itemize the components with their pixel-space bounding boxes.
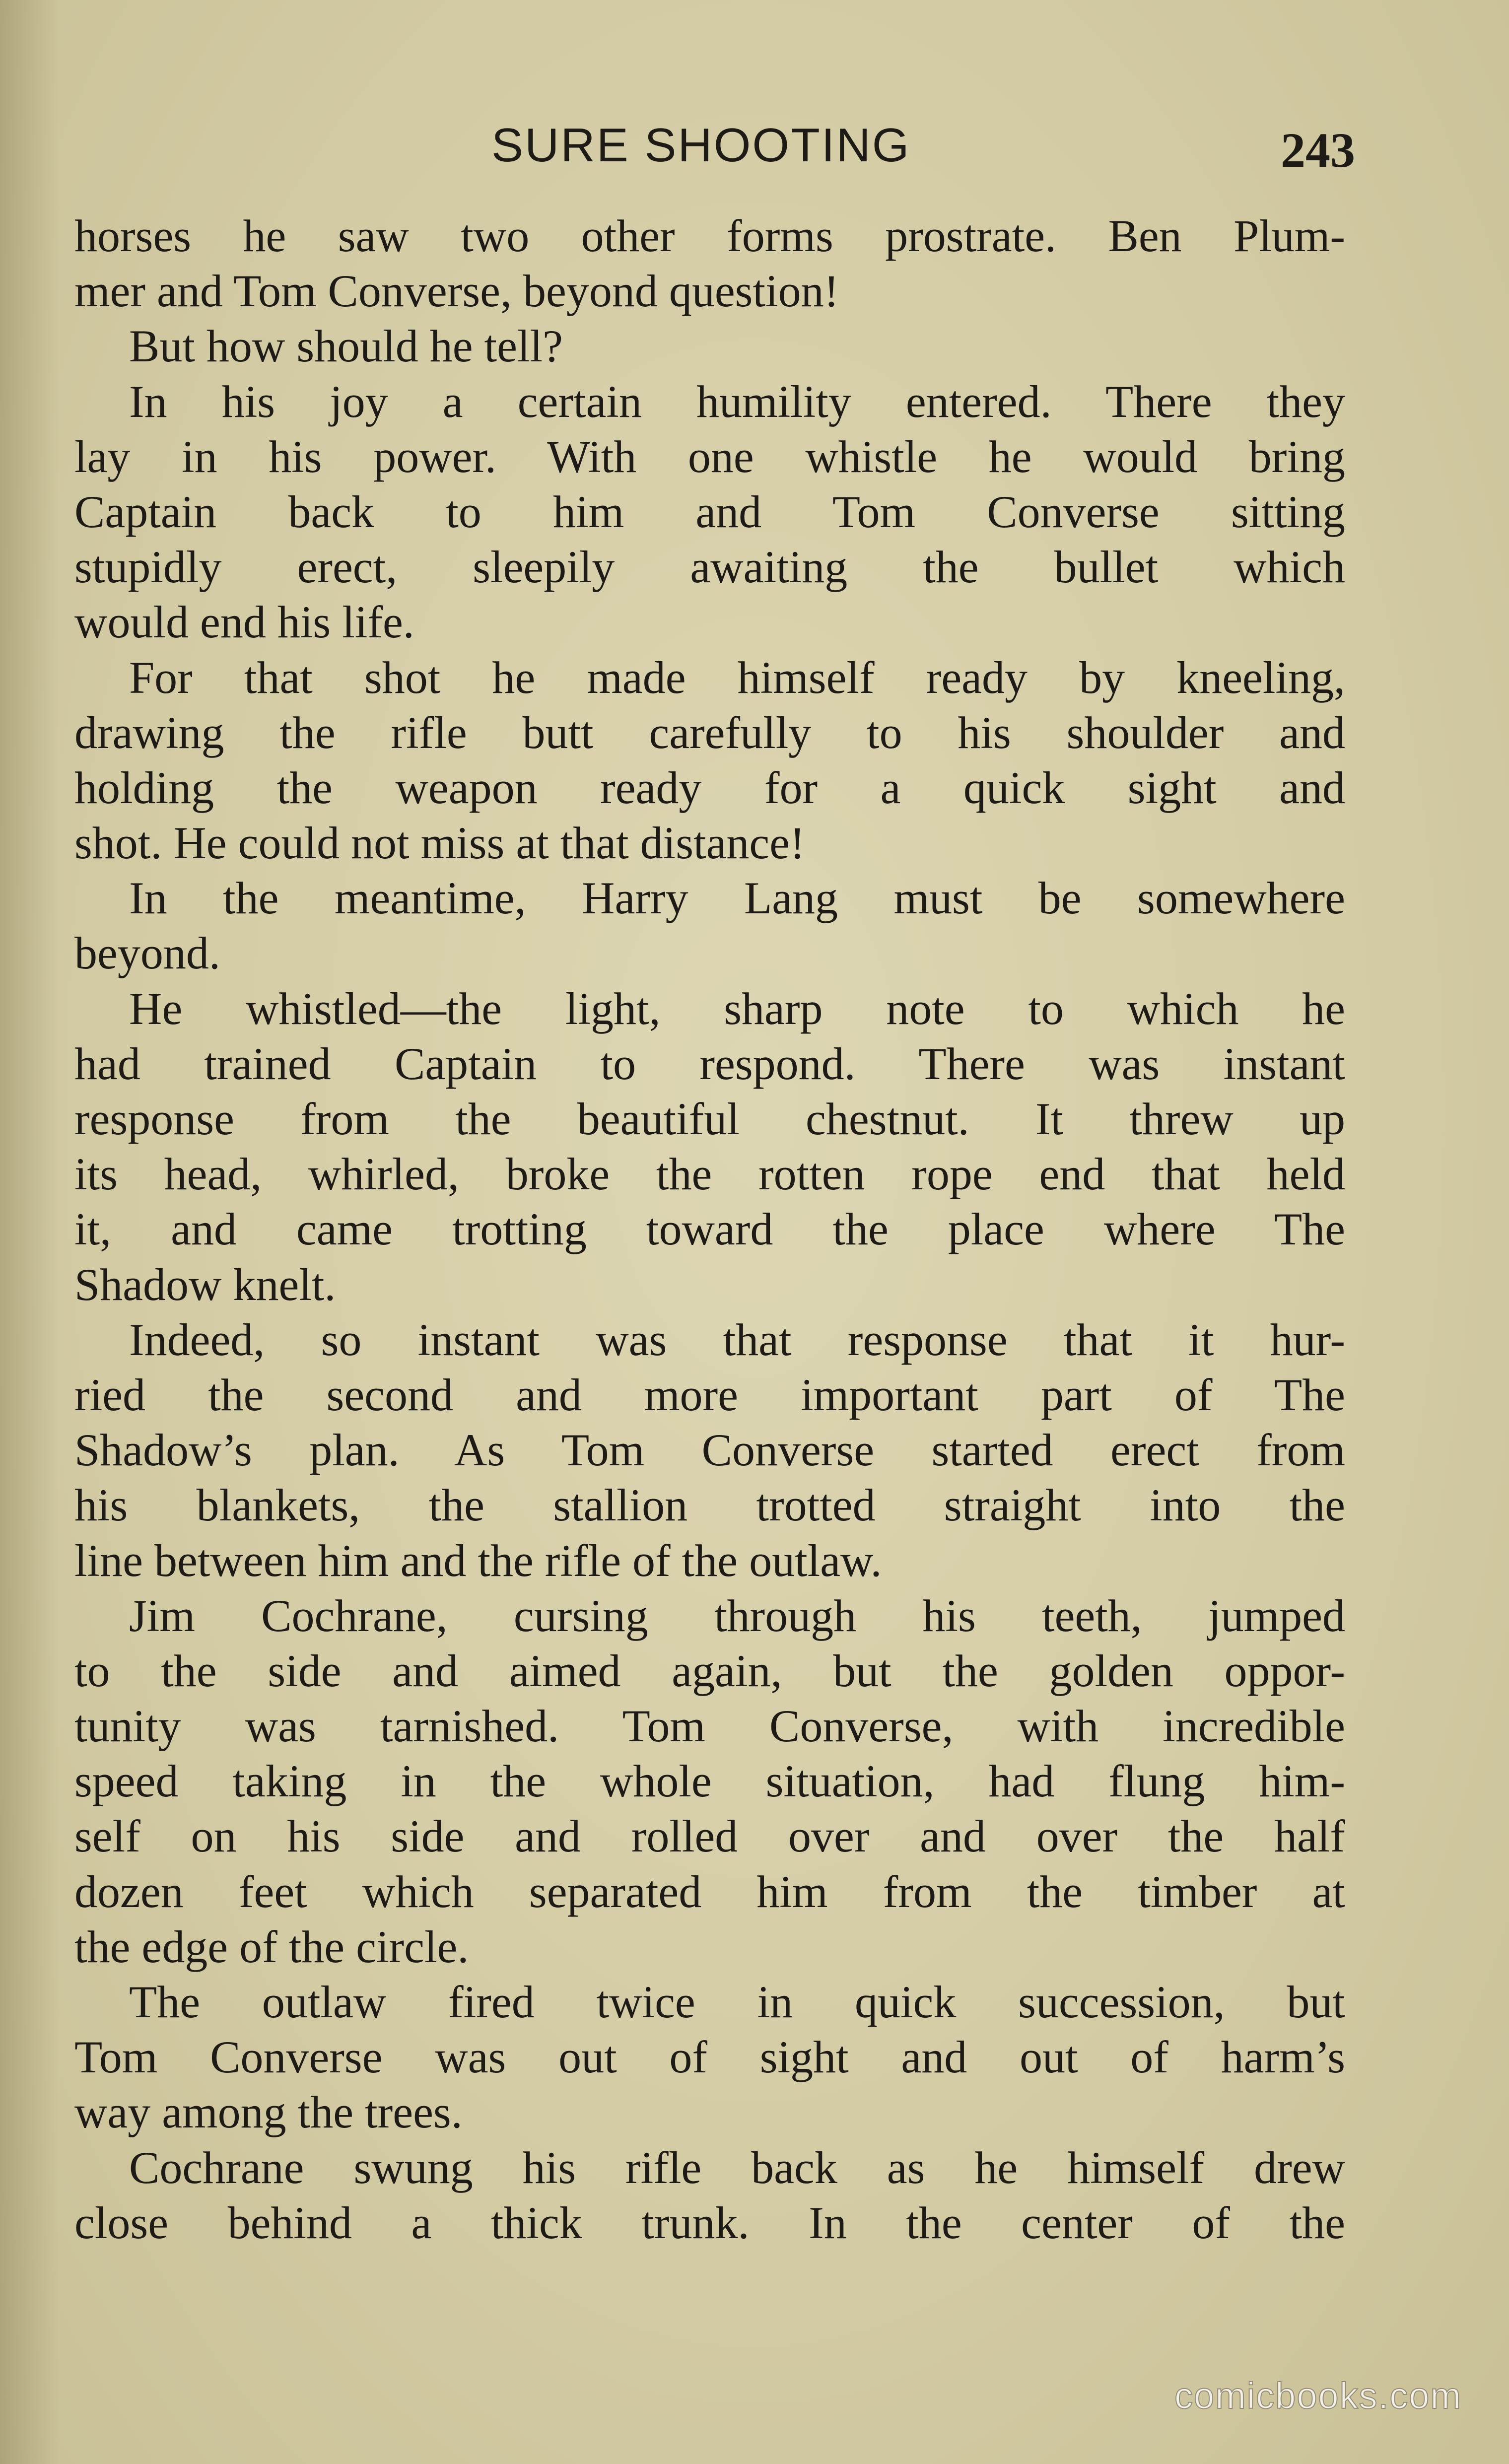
- text-line: drawing the rifle butt carefully to his shoulder and: [74, 707, 1345, 758]
- page-number: 243: [1281, 123, 1355, 178]
- text-line: to the side and aimed again, but the golden oppor-: [74, 1645, 1345, 1696]
- text-line: the edge of the circle.: [74, 1921, 469, 1972]
- text-line: close behind a thick trunk. In the center of the: [74, 2197, 1345, 2248]
- text-line: way among the trees.: [74, 2087, 463, 2138]
- text-line: speed taking in the whole situation, had flung him-: [74, 1756, 1345, 1807]
- text-line: Shadow’s plan. As Tom Converse started erect from: [74, 1425, 1345, 1476]
- text-line: Captain back to him and Tom Converse sitting: [74, 486, 1345, 537]
- text-line: self on his side and rolled over and over the half: [74, 1811, 1345, 1862]
- text-line: Jim Cochrane, cursing through his teeth, jumped: [129, 1590, 1345, 1641]
- text-line: stupidly erect, sleepily awaiting the bullet which: [74, 542, 1345, 593]
- text-line: He whistled—the light, sharp note to which he: [129, 983, 1345, 1034]
- text-line: response from the beautiful chestnut. It threw up: [74, 1094, 1345, 1144]
- text-line: shot. He could not miss at that distance!: [74, 818, 805, 869]
- text-line: The outlaw fired twice in quick succession, but: [129, 1977, 1345, 2027]
- text-line: line between him and the rifle of the outlaw.: [74, 1535, 882, 1586]
- text-line: mer and Tom Converse, beyond question!: [74, 266, 839, 317]
- text-line: Shadow knelt.: [74, 1259, 336, 1310]
- text-line: tunity was tarnished. Tom Converse, with incredible: [74, 1701, 1345, 1752]
- text-line: his blankets, the stallion trotted straight into the: [74, 1480, 1345, 1531]
- text-line: For that shot he made himself ready by kneeling,: [129, 652, 1345, 703]
- text-line: would end his life.: [74, 597, 414, 648]
- text-line: dozen feet which separated him from the timber at: [74, 1866, 1345, 1917]
- text-line: Indeed, so instant was that response that it hur-: [129, 1314, 1345, 1365]
- text-line: ried the second and more important part of The: [74, 1369, 1345, 1420]
- text-line: its head, whirled, broke the rotten rope end that held: [74, 1149, 1345, 1200]
- text-line: lay in his power. With one whistle he would bring: [74, 431, 1345, 482]
- text-line: horses he saw two other forms prostrate. Ben Plum-: [74, 210, 1345, 261]
- watermark: comicbooks.com: [1174, 2375, 1462, 2416]
- text-line: holding the weapon ready for a quick sight and: [74, 762, 1345, 813]
- text-line: In his joy a certain humility entered. There they: [129, 376, 1345, 427]
- text-line: Tom Converse was out of sight and out of harm’s: [74, 2032, 1345, 2083]
- text-line: it, and came trotting toward the place where The: [74, 1204, 1345, 1255]
- body-text: [74, 208, 1345, 2251]
- text-line: beyond.: [74, 928, 220, 979]
- page-header: [74, 113, 1355, 178]
- page-gutter-shadow: [0, 0, 60, 2464]
- text-line: had trained Captain to respond. There was instant: [74, 1038, 1345, 1089]
- running-head: SURE SHOOTING: [491, 119, 911, 172]
- text-line: But how should he tell?: [129, 321, 563, 372]
- text-line: In the meantime, Harry Lang must be somewhere: [129, 873, 1345, 924]
- text-line: Cochrane swung his rifle back as he himself drew: [129, 2142, 1345, 2193]
